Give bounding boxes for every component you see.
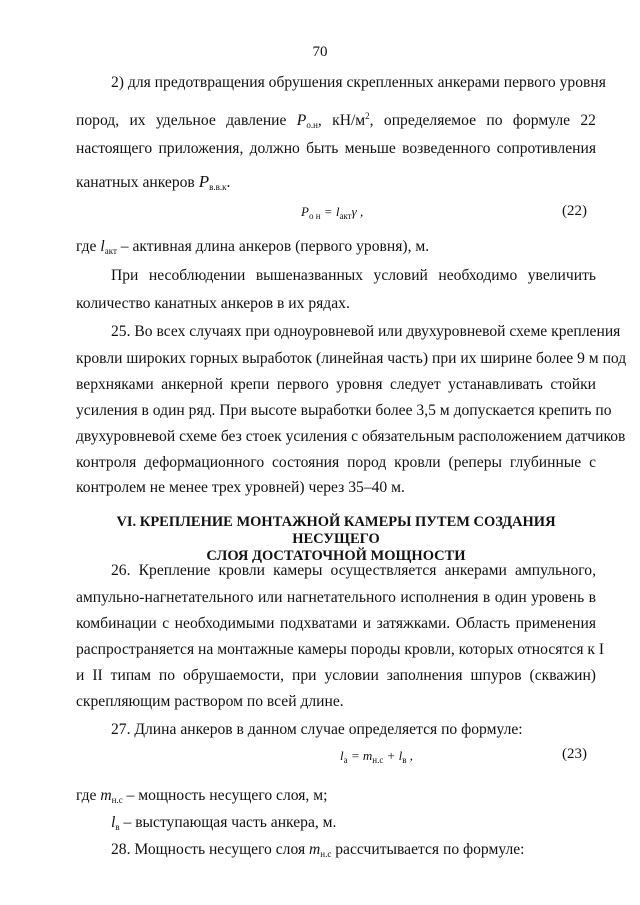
page-number: 70 xyxy=(312,44,328,60)
p2-line-4: канатных анкеров $P_{в.в.к}$. xyxy=(76,172,231,192)
p26-line-6: скрепляющим раствором по всей длине. xyxy=(76,693,344,710)
section-heading-line-2: СЛОЯ ДОСТАТОЧНОЙ МОЩНОСТИ xyxy=(206,548,466,564)
p25-line-3: верхняками анкерной крепи первого уровня следует устанавливать стойки xyxy=(76,376,596,393)
equation-number-22: (22) xyxy=(562,203,587,219)
p26-line-1: 26. Крепление кровли камеры осуществляется анкерами ампульного, xyxy=(111,562,596,579)
p2-line-3: настоящего приложения, должно быть меньше возведенного сопротивления xyxy=(76,140,596,157)
section-heading xyxy=(76,514,596,565)
section-heading-line-1: VI. КРЕПЛЕНИЕ МОНТАЖНОЙ КАМЕРЫ ПУТЕМ СОЗДАНИЯ НЕСУЩЕГО xyxy=(116,514,556,547)
p25-line-6: контроля деформационного состояния пород кровли (реперы глубинные с xyxy=(76,454,596,471)
p25-line-2: кровли широких горных выработок (линейная часть) при их ширине более 9 м под xyxy=(76,350,627,367)
p2-line-1: 2) для предотвращения обрушения скрепленных анкерами первого уровня xyxy=(111,74,606,91)
where-23-lv: $l_в$ – выступающая часть анкера, м. xyxy=(111,814,337,832)
p26-line-2: ампульно-нагнетательного или нагнетательного исполнения в один уровень в xyxy=(76,589,596,606)
p26-line-3: комбинации с необходимыми подхватами и затяжками. Область применения xyxy=(76,615,596,632)
where-23: где $m_{н.с}$ – мощность несущего слоя, м; xyxy=(76,787,328,805)
p26-line-5: и II типам по обрушаемости, при условии заполнения шпуров (скважин) xyxy=(76,667,596,684)
p28-line-1: 28. Мощность несущего слоя $m_{н.с}$ рассчитывается по формуле: xyxy=(111,841,525,859)
p27-line-1: 27. Длина анкеров в данном случае определяется по формуле: xyxy=(111,721,523,738)
p-noncompliance-line-1: При несоблюдении вышеназванных условий необходимо увеличить xyxy=(111,267,596,284)
p25-line-5: двухуровневой схеме без стоек усиления с обязательным расположением датчиков xyxy=(76,428,626,445)
formula-23: $l_а = m_{н.с} + l_в$ , xyxy=(340,748,414,765)
equation-number-23: (23) xyxy=(562,746,587,762)
p25-line-1: 25. Во всех случаях при одноуровневой или двухуровневой схеме крепления xyxy=(111,323,621,340)
p25-line-4: усиления в один ряд. При высоте выработки более 3,5 м допускается крепить по xyxy=(76,402,612,419)
where-22: где $l_{акт}$ – активная длина анкеров (первого уровня), м. xyxy=(76,238,430,256)
formula-22: $P_{о н} = l_{акт}\gamma$ , xyxy=(301,204,364,221)
p26-line-4: распространяется на монтажные камеры породы кровли, которых относятся к I xyxy=(76,641,605,658)
p2-line-2: пород, их удельное давление $P_{о.н}$, $кН/м^2$, определяемое по формуле 22 xyxy=(76,111,596,131)
p25-line-7: контролем не менее трех уровней) через 35–40 м. xyxy=(76,479,405,496)
p-noncompliance-line-2: количество канатных анкеров в их рядах. xyxy=(76,295,350,312)
